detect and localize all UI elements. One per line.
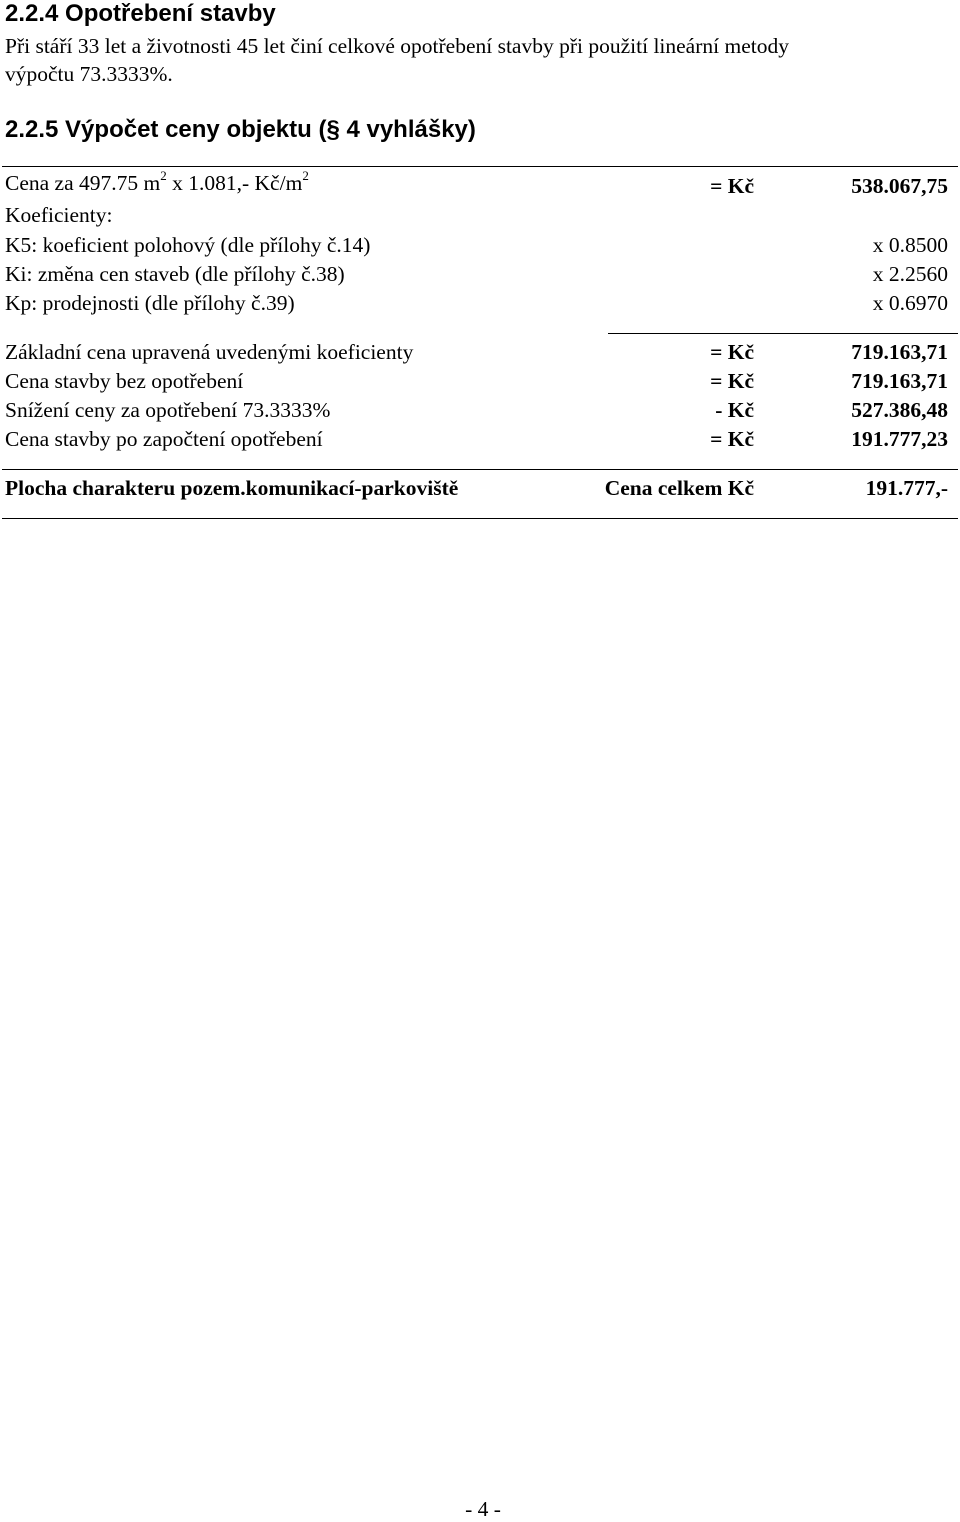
wear-paragraph-line1: Při stáří 33 let a životnosti 45 let činí celkové opotřebení stavby při použití lineární metody (5, 34, 789, 58)
coefficient-ki-value: x 2.2560 (872, 262, 948, 286)
result-adjusted-price-value: 719.163,71 (851, 340, 948, 364)
coefficient-k5-label: K5: koeficient polohový (dle přílohy č.14) (5, 233, 371, 257)
result-price-no-wear-label: Cena stavby bez opotřebení (5, 369, 244, 393)
total-operator: Cena celkem Kč (604, 476, 754, 500)
divider-subtotal (608, 333, 958, 334)
coefficient-kp-label: Kp: prodejnosti (dle přílohy č.39) (5, 291, 295, 315)
result-wear-reduction-value: 527.386,48 (851, 398, 948, 422)
base-price-value: 538.067,75 (851, 174, 948, 198)
coefficient-k5-value: x 0.8500 (872, 233, 948, 257)
coefficients-label: Koeficienty: (5, 203, 113, 227)
total-label: Plocha charakteru pozem.komunikací-parkoviště (5, 476, 459, 500)
section-heading-price-calc: 2.2.5 Výpočet ceny objektu (§ 4 vyhlášky) (5, 116, 476, 143)
divider-total-bottom (2, 518, 958, 519)
result-price-no-wear-value: 719.163,71 (851, 369, 948, 393)
wear-paragraph-line2: výpočtu 73.3333%. (5, 62, 173, 86)
total-value: 191.777,- (865, 476, 948, 500)
result-price-no-wear-operator: = Kč (710, 369, 754, 393)
divider-total-top (2, 469, 958, 470)
divider-top (2, 166, 958, 167)
result-adjusted-price-operator: = Kč (710, 340, 754, 364)
result-wear-reduction-label: Snížení ceny za opotřebení 73.3333% (5, 398, 331, 422)
result-price-after-wear-value: 191.777,23 (851, 427, 948, 451)
base-price-operator: = Kč (710, 174, 754, 198)
coefficient-kp-value: x 0.6970 (872, 291, 948, 315)
result-wear-reduction-operator: - Kč (715, 398, 754, 422)
result-price-after-wear-operator: = Kč (710, 427, 754, 451)
result-price-after-wear-label: Cena stavby po započtení opotřebení (5, 427, 323, 451)
section-heading-wear: 2.2.4 Opotřebení stavby (5, 0, 276, 27)
base-price-label: Cena za 497.75 $m^2$ x 1.081,- $Kč/m^2$ (5, 167, 309, 195)
page-number: - 4 - (465, 1497, 501, 1521)
coefficient-ki-label: Ki: změna cen staveb (dle přílohy č.38) (5, 262, 345, 286)
result-adjusted-price-label: Základní cena upravená uvedenými koeficienty (5, 340, 414, 364)
